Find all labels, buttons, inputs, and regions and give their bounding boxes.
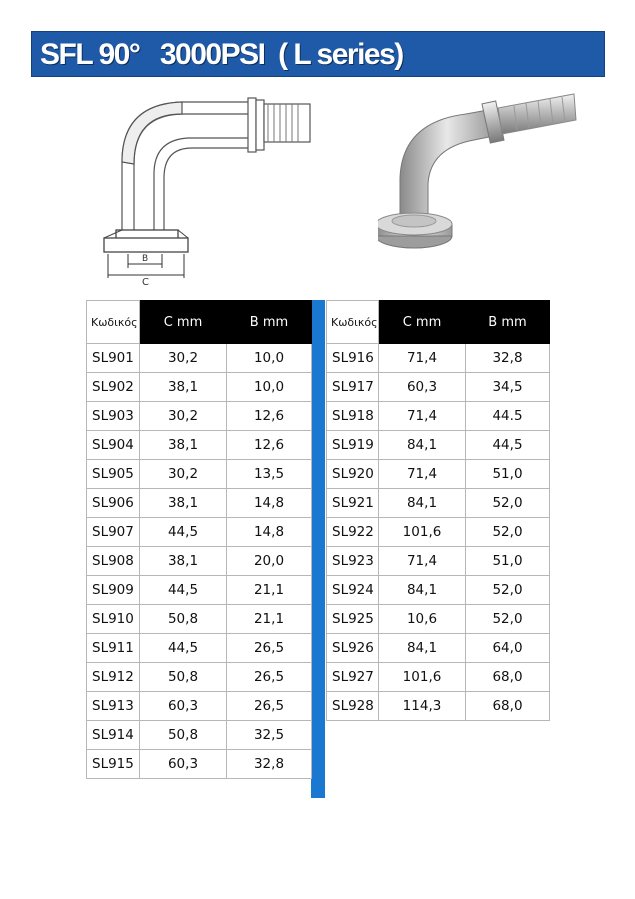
b-mm-cell: 32,8	[227, 750, 312, 779]
b-mm-cell: 52,0	[466, 576, 550, 605]
b-mm-cell: 26,5	[227, 634, 312, 663]
code-cell: SL924	[327, 576, 379, 605]
c-mm-cell: 30,2	[140, 402, 227, 431]
b-mm-cell: 44,5	[466, 431, 550, 460]
table-row	[327, 373, 550, 402]
b-mm-cell: 52,0	[466, 518, 550, 547]
b-mm-cell: 34,5	[466, 373, 550, 402]
code-cell: SL912	[87, 663, 140, 692]
b-mm-cell: 68,0	[466, 663, 550, 692]
table-row	[327, 663, 550, 692]
b-mm-cell: 32,5	[227, 721, 312, 750]
c-mm-cell: 30,2	[140, 460, 227, 489]
code-cell: SL902	[87, 373, 140, 402]
code-cell: SL922	[327, 518, 379, 547]
c-mm-cell: 44,5	[140, 576, 227, 605]
code-cell: SL928	[327, 692, 379, 721]
c-mm-cell: 84,1	[379, 489, 466, 518]
code-cell: SL916	[327, 344, 379, 373]
title-bar	[31, 31, 605, 77]
b-mm-cell: 68,0	[466, 692, 550, 721]
table-row	[327, 518, 550, 547]
c-mm-cell: 84,1	[379, 576, 466, 605]
code-cell: SL905	[87, 460, 140, 489]
b-mm-cell: 10,0	[227, 344, 312, 373]
b-mm-cell: 51,0	[466, 547, 550, 576]
table-row	[87, 634, 312, 663]
table-header-row	[87, 301, 312, 344]
b-mm-cell: 26,5	[227, 692, 312, 721]
b-mm-cell: 14,8	[227, 518, 312, 547]
b-mm-cell: 52,0	[466, 605, 550, 634]
table-header-row	[327, 301, 550, 344]
code-cell: SL926	[327, 634, 379, 663]
c-mm-cell: 71,4	[379, 402, 466, 431]
c-mm-cell: 44,5	[140, 518, 227, 547]
table-row	[87, 460, 312, 489]
spec-table-left	[86, 300, 312, 779]
dimension-label-b: B	[142, 254, 149, 264]
table-row	[327, 402, 550, 431]
c-mm-header: C mm	[140, 301, 227, 344]
c-mm-cell: 84,1	[379, 634, 466, 663]
table-row	[87, 663, 312, 692]
b-mm-cell: 12,6	[227, 402, 312, 431]
table-row	[87, 692, 312, 721]
table-row	[87, 547, 312, 576]
c-mm-header: C mm	[379, 301, 466, 344]
b-mm-cell: 12,6	[227, 431, 312, 460]
c-mm-cell: 30,2	[140, 344, 227, 373]
code-cell: SL907	[87, 518, 140, 547]
table-row	[327, 460, 550, 489]
b-mm-header: B mm	[466, 301, 550, 344]
c-mm-cell: 114,3	[379, 692, 466, 721]
b-mm-cell: 52,0	[466, 489, 550, 518]
b-mm-header: B mm	[227, 301, 312, 344]
code-cell: SL914	[87, 721, 140, 750]
c-mm-cell: 71,4	[379, 344, 466, 373]
code-cell: SL910	[87, 605, 140, 634]
table-row	[87, 373, 312, 402]
table-row	[327, 634, 550, 663]
code-cell: SL927	[327, 663, 379, 692]
b-mm-cell: 64,0	[466, 634, 550, 663]
c-mm-cell: 38,1	[140, 431, 227, 460]
fitting-product-photo	[378, 88, 578, 264]
b-mm-cell: 13,5	[227, 460, 312, 489]
table-row	[327, 431, 550, 460]
code-cell: SL920	[327, 460, 379, 489]
code-cell: SL904	[87, 431, 140, 460]
table-row	[87, 518, 312, 547]
code-header: Κωδικός	[87, 301, 140, 344]
b-mm-cell: 21,1	[227, 576, 312, 605]
b-mm-cell: 10,0	[227, 373, 312, 402]
table-row	[327, 605, 550, 634]
table-row	[87, 750, 312, 779]
code-cell: SL908	[87, 547, 140, 576]
code-cell: SL909	[87, 576, 140, 605]
b-mm-cell: 14,8	[227, 489, 312, 518]
code-cell: SL917	[327, 373, 379, 402]
c-mm-cell: 60,3	[140, 750, 227, 779]
b-mm-cell: 51,0	[466, 460, 550, 489]
c-mm-cell: 50,8	[140, 605, 227, 634]
code-cell: SL919	[327, 431, 379, 460]
b-mm-cell: 20,0	[227, 547, 312, 576]
b-mm-cell: 21,1	[227, 605, 312, 634]
code-cell: SL921	[327, 489, 379, 518]
page-title: SFL 90° 3000PSI ( L series)	[40, 38, 403, 71]
code-cell: SL918	[327, 402, 379, 431]
c-mm-cell: 60,3	[140, 692, 227, 721]
table-row	[327, 489, 550, 518]
c-mm-cell: 50,8	[140, 663, 227, 692]
code-cell: SL906	[87, 489, 140, 518]
code-cell: SL913	[87, 692, 140, 721]
table-row	[87, 431, 312, 460]
code-cell: SL911	[87, 634, 140, 663]
spec-table-right	[326, 300, 550, 721]
code-cell: SL901	[87, 344, 140, 373]
table-row	[327, 576, 550, 605]
b-mm-cell: 26,5	[227, 663, 312, 692]
table-row	[327, 547, 550, 576]
c-mm-cell: 44,5	[140, 634, 227, 663]
c-mm-cell: 84,1	[379, 431, 466, 460]
table-row	[87, 344, 312, 373]
code-cell: SL923	[327, 547, 379, 576]
fitting-technical-drawing	[98, 92, 314, 288]
code-header: Κωδικός	[327, 301, 379, 344]
c-mm-cell: 10,6	[379, 605, 466, 634]
code-cell: SL925	[327, 605, 379, 634]
c-mm-cell: 71,4	[379, 460, 466, 489]
c-mm-cell: 38,1	[140, 547, 227, 576]
b-mm-cell: 32,8	[466, 344, 550, 373]
c-mm-cell: 38,1	[140, 373, 227, 402]
code-cell: SL915	[87, 750, 140, 779]
code-cell: SL903	[87, 402, 140, 431]
c-mm-cell: 60,3	[379, 373, 466, 402]
table-divider-bar	[311, 300, 325, 798]
c-mm-cell: 71,4	[379, 547, 466, 576]
table-row	[87, 721, 312, 750]
table-row	[327, 344, 550, 373]
table-row	[87, 489, 312, 518]
table-row	[87, 605, 312, 634]
b-mm-cell: 44.5	[466, 402, 550, 431]
table-row	[87, 576, 312, 605]
c-mm-cell: 50,8	[140, 721, 227, 750]
c-mm-cell: 101,6	[379, 663, 466, 692]
dimension-label-c: C	[142, 277, 149, 288]
table-row	[87, 402, 312, 431]
c-mm-cell: 101,6	[379, 518, 466, 547]
table-row	[327, 692, 550, 721]
c-mm-cell: 38,1	[140, 489, 227, 518]
